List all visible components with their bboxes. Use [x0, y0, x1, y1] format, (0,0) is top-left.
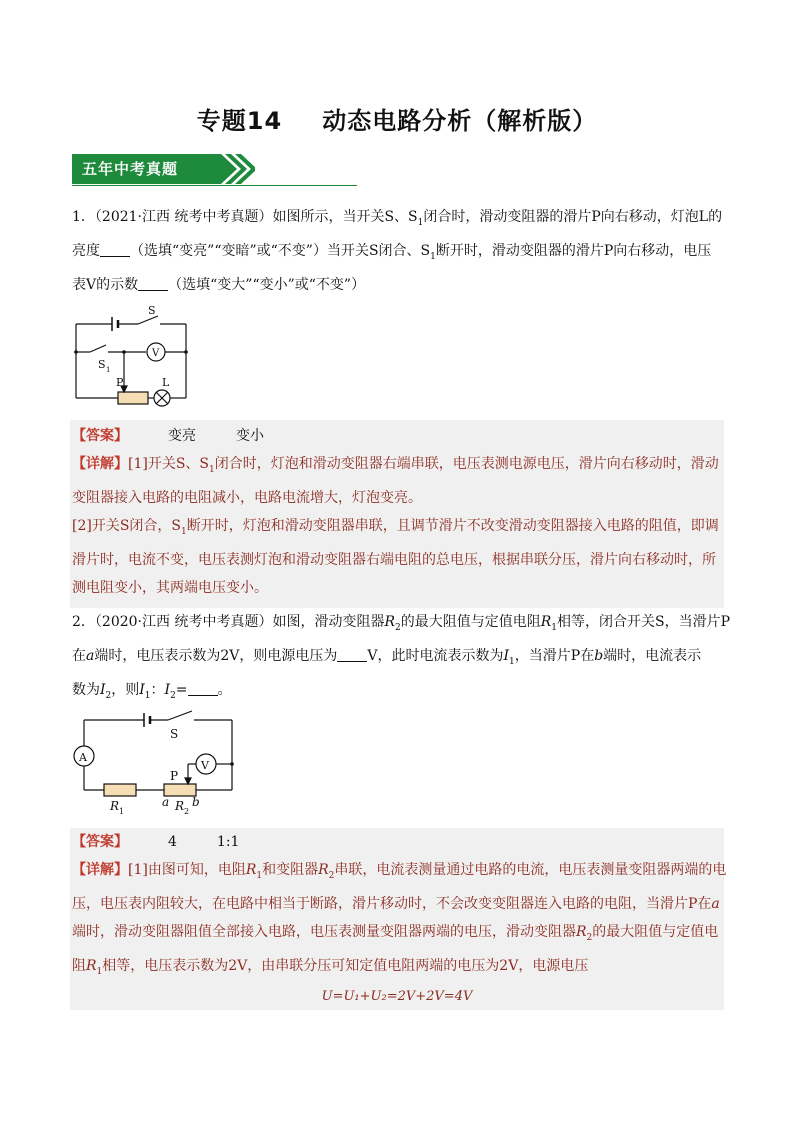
- q1-blank-2: [138, 276, 168, 291]
- circuit1-label-l: L: [162, 376, 170, 389]
- section-header: [72, 152, 357, 186]
- circuit-diagram-1: [68, 300, 198, 412]
- page-title: [0, 101, 794, 136]
- section-label: 五年中考真题: [72, 154, 215, 184]
- q2-blank-2: [188, 681, 218, 696]
- circuit2-label-r1: R: [110, 799, 120, 813]
- circuit2-label-b-end: b: [192, 795, 200, 809]
- circuit1-label-v: V: [152, 348, 160, 359]
- circuit2-label-p: P: [170, 769, 179, 783]
- circuit2-label-s: S: [170, 727, 179, 741]
- q2-formula: U=U₁+U₂=2V+2V=4V: [321, 989, 473, 1004]
- stripes-decoration: [215, 152, 255, 186]
- q1-answer: 【答案】 变亮 变小 【详解】[1]开关S、$S_1$闭合时，灯泡和滑动变阻器右端串联，电压表测电源电压，滑片向右移动时，滑动 变阻器接入电路的电阻减小，电路电流增大，灯泡变亮。 [2]开关S闭合，$S_1$断开时，灯泡和滑动变阻器串联，且调节滑片不改变滑动变阻器接入电路的阻值，即调 滑片时，电流不变，电压表测灯泡和滑动变阻器右端电阻的总电压，根据串联分压，滑片向右移动时，所 测电阻变小，其两端电压变小。: [72, 428, 719, 596]
- circuit1-label-s1: S: [98, 358, 106, 371]
- title-main: 动态电路分析（解析版）: [322, 107, 598, 135]
- q1-blank-1: [100, 242, 130, 257]
- circuit2-label-a: A: [79, 751, 87, 764]
- section-rule: [72, 185, 357, 186]
- circuit1-label-s: S: [148, 304, 156, 317]
- q1-text: 1．（2021·江西 统考中考真题）如图所示，当开关S、$S_1$闭合时，滑动变阻器的滑片P向右移动，灯泡L的 亮度 （选填“变亮”“变暗”或“不变”）当开关S闭合、$S_1$断开时，滑动变阻器的滑片P向右移动，电压 表V的示数 （选填“变大”“变小”或“不变”）: [72, 209, 723, 293]
- svg-text:1: 1: [119, 807, 125, 816]
- svg-text:2: 2: [184, 807, 190, 816]
- circuit1-label-p: P: [116, 376, 124, 389]
- svg-text:1: 1: [106, 366, 111, 374]
- q2-text: 2．（2020·江西 统考中考真题）如图，滑动变阻器$R_2$的最大阻值与定值电阻$R_1$相等，闭合开关S，当滑片P 在a端时，电压表示数为2V，则电源电压为 V，此时电流表示数为$I_1$，当滑片P在b端时，电流表示 数为$I_2$，则$I_1$：$I_2=$ 。: [72, 614, 731, 701]
- q2-blank-1: [337, 647, 367, 662]
- circuit2-label-r2: R: [175, 799, 185, 813]
- title-prefix: 专题14: [196, 107, 283, 135]
- circuit-diagram-2: [68, 708, 238, 818]
- circuit2-label-v: V: [201, 759, 209, 772]
- q2-answer: 【答案】 4 1:1 【详解】[1]由图可知，电阻$R_1$和变阻器$R_2$串联，电流表测量通过电路的电流，电压表测量变阻器两端的电 压，电压表内阻较大，在电路中相当于断路，滑片移动时，不会改变变阻器连入电路的电阻，当滑片P在a 端时，滑动变阻器阻值全部接入电路，电压表测量变阻器两端的电压，滑动变阻器$R_2$的最大阻值与定值电 阻$R_1$相等，电压表示数为2V，由串联分压可知定值电阻两端的电压为2V，电源电压: [72, 834, 727, 977]
- circuit2-label-a-end: a: [162, 795, 170, 809]
